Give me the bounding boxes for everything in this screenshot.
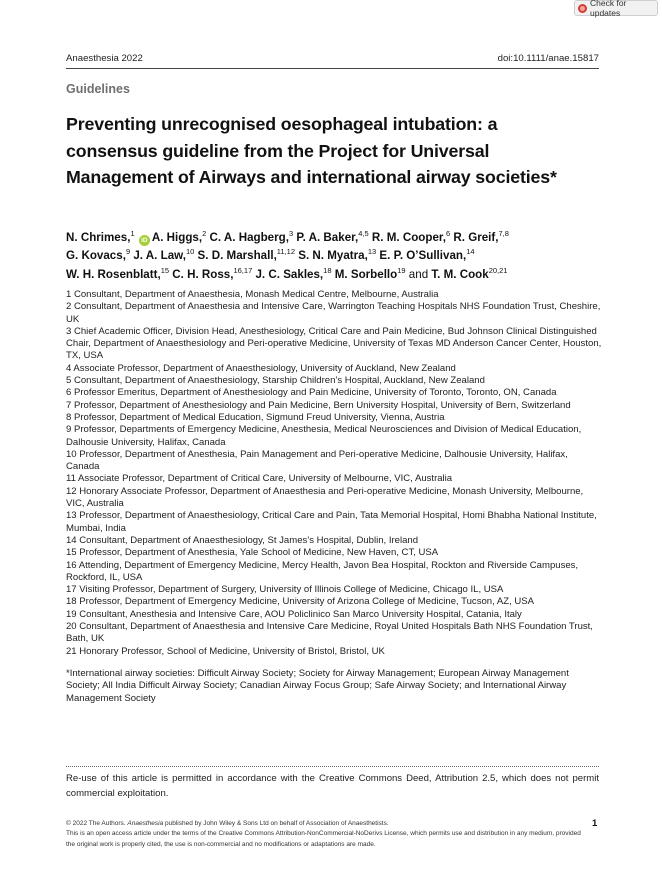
affiliation: 21 Honorary Professor, School of Medicine, University of Bristol, Bristol, UK [66, 645, 385, 657]
author[interactable]: P. A. Baker,$^{4,5}$ [296, 229, 369, 244]
author[interactable]: E. P. O’Sullivan,$^{14}$ [379, 247, 475, 263]
author[interactable]: N. Chrimes,$^1$ [66, 229, 135, 244]
affiliation: 17 Visiting Professor, Department of Surgery, University of Illinois College of Medicine, Chicago IL, USA [66, 584, 504, 596]
author[interactable]: G. Kovacs,$^9$ [66, 247, 131, 263]
affiliation: 14 Consultant, Department of Anaesthesiology, St James’s Hospital, Dublin, Ireland [66, 534, 419, 546]
author-list [66, 229, 606, 284]
check-for-updates-badge[interactable] [574, 0, 658, 16]
author[interactable]: A. Higgs,$^2$ [151, 229, 207, 244]
affiliation: 6 Professor Emeritus, Department of Anesthesiology and Pain Medicine, University of Toronto, Toronto, ON, Canada [66, 387, 557, 399]
affiliations-list [66, 289, 602, 658]
running-header [66, 53, 599, 64]
affiliation: 16 Attending, Department of Emergency Medicine, Mercy Health, Javon Bea Hospital, Rockton and Riverside Campuses, Rockford, IL, USA [66, 559, 579, 583]
affiliation: 11 Associate Professor, Department of Critical Care, University of Melbourne, VIC, Australia [66, 473, 453, 485]
journal-name: Anaesthesia 2022 [66, 53, 143, 64]
doi-link[interactable]: doi:10.1111/anae.15817 [497, 53, 599, 64]
affiliation: 1 Consultant, Department of Anaesthesia, Monash Medical Centre, Melbourne, Australia [66, 289, 439, 300]
affiliation: 7 Professor, Department of Anesthesiology and Pain Medicine, Bern University Hospital, University of Bern, Switzerland [66, 399, 571, 411]
affiliation: 15 Professor, Department of Anesthesia, Yale School of Medicine, New Haven, CT, USA [66, 547, 439, 559]
author[interactable]: R. Greif,$^{7,8}$ [453, 229, 509, 244]
affiliation: 3 Chief Academic Officer, Division Head, Anesthesiology, Critical Care and Pain Medicine, Bud Johnson Clinical Distinguished Chair, Department of Anaesthesiology and Peri-operative Medicine, University of Texas MD Anderson Cancer Center, Houston, TX, USA [66, 325, 602, 362]
crossmark-icon [578, 4, 587, 13]
author[interactable]: T. M. Cook$^{20,21}$ [431, 265, 508, 281]
section-label: Guidelines [66, 82, 130, 96]
copyright-notice: © 2022 The Authors. Anaesthesia published by John Wiley & Sons Ltd on behalf of Association of Anaesthetists. This is an open access article under the terms of the Creative Commons Attribution-NonCommercial-NoDerivs License, which permits use and distribution in any medium, provided the original work is properly cited, the use is non-commercial and no modifications or adaptations are made. [66, 820, 581, 848]
reuse-statement: Re-use of this article is permitted in accordance with the Creative Commons Deed, Attribution 2.5, which does not permit commercial exploitation. [66, 773, 599, 799]
affiliation: 2 Consultant, Department of Anaesthesia and Intensive Care, Warrington Teaching Hospitals NHS Foundation Trust, Cheshire, UK [66, 301, 601, 325]
and-conjunction: and [408, 267, 429, 281]
affiliation: 12 Honorary Associate Professor, Department of Anaesthesia and Peri-operative Medicine, Monash University, Melbourne, VIC, Australia [66, 485, 584, 510]
author[interactable]: W. H. Rosenblatt,$^{15}$ [66, 265, 170, 281]
orcid-icon[interactable]: iD [139, 235, 150, 246]
affiliation: 19 Consultant, Anesthesia and Intensive Care, AOU Policlinico San Marco University Hospital, Catania, Italy [66, 608, 522, 620]
author[interactable]: J. A. Law,$^{10}$ [133, 247, 195, 263]
affiliation: 20 Consultant, Department of Anaesthesia and Intensive Care Medicine, Royal United Hospitals Bath NHS Foundation Trust, Bath, UK [66, 621, 593, 645]
affiliation: 4 Associate Professor, Department of Anaesthesiology, University of Auckland, New Zealand [66, 362, 456, 374]
header-divider [66, 68, 599, 69]
societies-footnote: *International airway societies: Difficult Airway Society; Society for Airway Management; European Airway Management Society; All India Difficult Airway Society; Canadian Airway Focus Group; Safe Airway Society; and International Airway Management Society [66, 668, 569, 704]
author[interactable]: C. H. Ross,$^{16,17}$ [172, 265, 253, 281]
affiliation: 9 Professor, Departments of Emergency Medicine, Anesthesia, Medical Neurosciences and Division of Medical Education, Dalhousie University, Halifax, Canada [66, 424, 582, 448]
page-number: 1 [592, 818, 598, 829]
dotted-divider [66, 766, 599, 767]
author[interactable]: S. D. Marshall,$^{11,12}$ [197, 247, 296, 263]
author[interactable]: R. M. Cooper,$^6$ [371, 229, 451, 244]
author[interactable]: S. N. Myatra,$^{13}$ [298, 247, 377, 263]
author[interactable]: C. A. Hagberg,$^3$ [209, 229, 294, 244]
affiliation: 8 Professor, Department of Medical Education, Sigmund Freud University, Vienna, Austria [66, 411, 445, 423]
check-for-updates-label: Check for updates [590, 0, 627, 18]
affiliation: 10 Professor, Department of Anesthesia, Pain Management and Peri-operative Medicine, Dalhousie University, Halifax, Canada [66, 448, 568, 473]
affiliation: 5 Consultant, Department of Anaesthesiology, Starship Children’s Hospital, Auckland, New Zealand [66, 375, 485, 387]
article-title: Preventing unrecognised oesophageal intubation: a consensus guideline from the Project for Universal Management of Airways and international airway societies* [66, 114, 557, 187]
author[interactable]: M. Sorbello$^{19}$ [334, 265, 406, 281]
affiliation: 18 Professor, Department of Emergency Medicine, University of Arizona College of Medicine, Tucson, AZ, USA [66, 596, 535, 608]
author[interactable]: J. C. Sakles,$^{18}$ [255, 265, 332, 281]
affiliation: 13 Professor, Department of Anaesthesiology, Critical Care and Pain, Tata Memorial Hospital, Homi Bhabha National Institute, Mumbai, India [66, 510, 597, 534]
